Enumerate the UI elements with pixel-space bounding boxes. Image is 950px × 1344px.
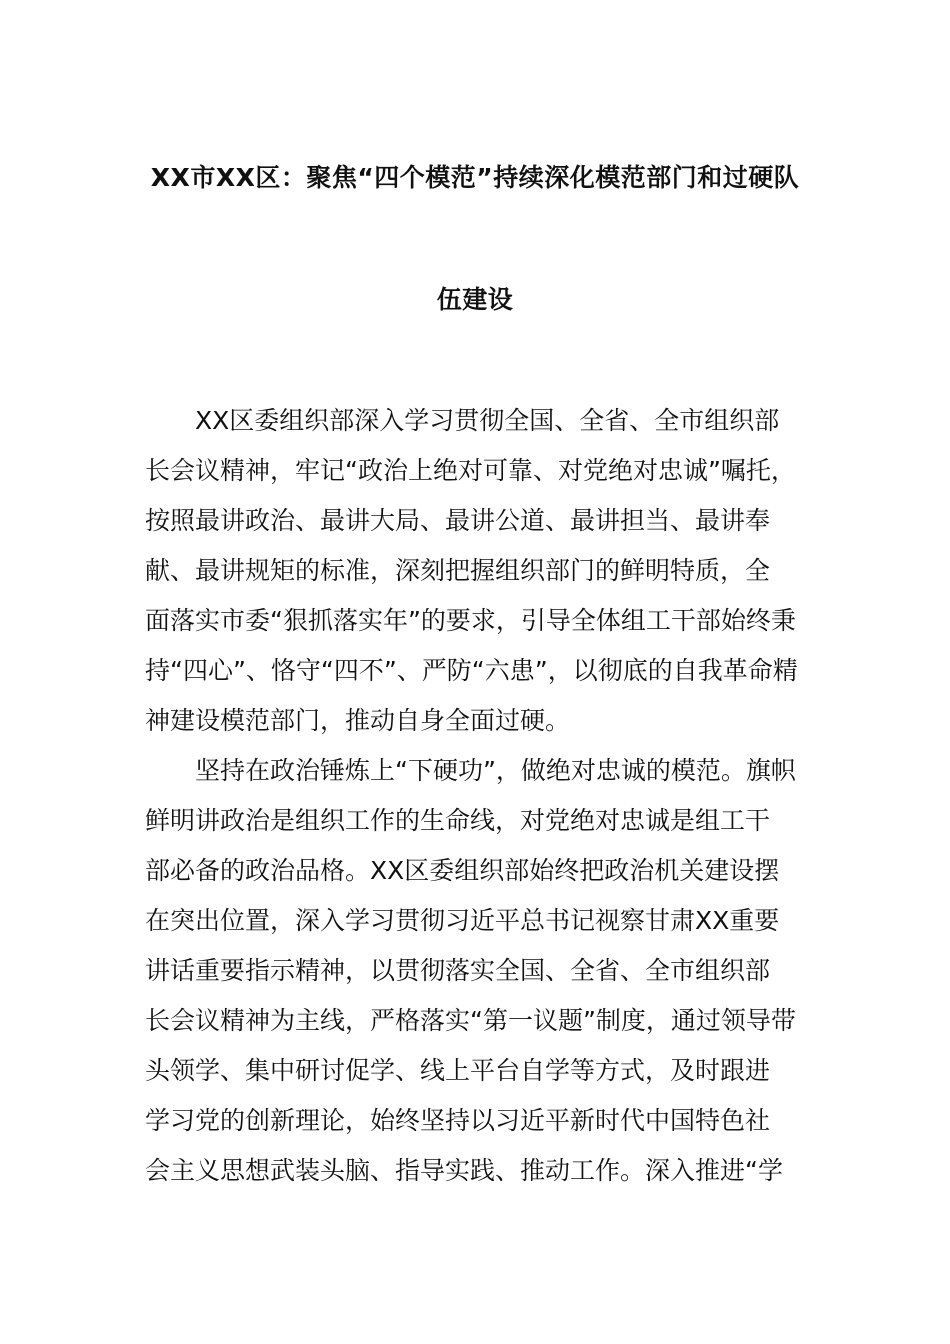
- paragraph-line: 长会议精神为主线，严格落实“第一议题”制度，通过领导带: [145, 1006, 796, 1035]
- paragraph-line: 部必备的政治品格。XX区委组织部始终把政治机关建设摆: [145, 856, 780, 885]
- paragraph-line: 讲话重要指示精神，以贯彻落实全国、全省、全市组织部: [145, 956, 771, 985]
- paragraph-line: 神建设模范部门，推动自身全面过硬。: [145, 706, 571, 735]
- document-title-line-2: 伍建设: [436, 285, 514, 314]
- paragraph-line: 按照最讲政治、最讲大局、最讲公道、最讲担当、最讲奉: [145, 506, 771, 535]
- paragraph-line: 学习党的创新理论，始终坚持以习近平新时代中国特色社: [145, 1106, 771, 1135]
- paragraph-line: 会主义思想武装头脑、指导实践、推动工作。深入推进“学: [145, 1156, 783, 1185]
- document-title-line-1: XX市XX区：聚焦“四个模范”持续深化模范部门和过硬队: [150, 163, 800, 192]
- paragraph-line: 头领学、集中研讨促学、线上平台自学等方式，及时跟进: [145, 1056, 771, 1085]
- paragraph-line: 持“四心”、恪守“四不”、严防“六患”，以彻底的自我革命精: [145, 656, 798, 685]
- paragraph-line: 长会议精神，牢记“政治上绝对可靠、对党绝对忠诚”嘱托，: [145, 456, 796, 485]
- paragraph-line: 在突出位置，深入学习贯彻习近平总书记视察甘肃XX重要: [145, 906, 780, 935]
- paragraph-line: XX区委组织部深入学习贯彻全国、全省、全市组织部: [195, 406, 780, 435]
- paragraph-line: 面落实市委“狠抓落实年”的要求，引导全体组工干部始终秉: [145, 606, 796, 635]
- paragraph-line: 坚持在政治锤炼上“下硬功”，做绝对忠诚的模范。旗帜: [195, 756, 796, 785]
- paragraph-line: 鲜明讲政治是组织工作的生命线，对党绝对忠诚是组工干: [145, 806, 771, 835]
- paragraph-line: 献、最讲规矩的标准，深刻把握组织部门的鲜明特质，全: [145, 556, 771, 585]
